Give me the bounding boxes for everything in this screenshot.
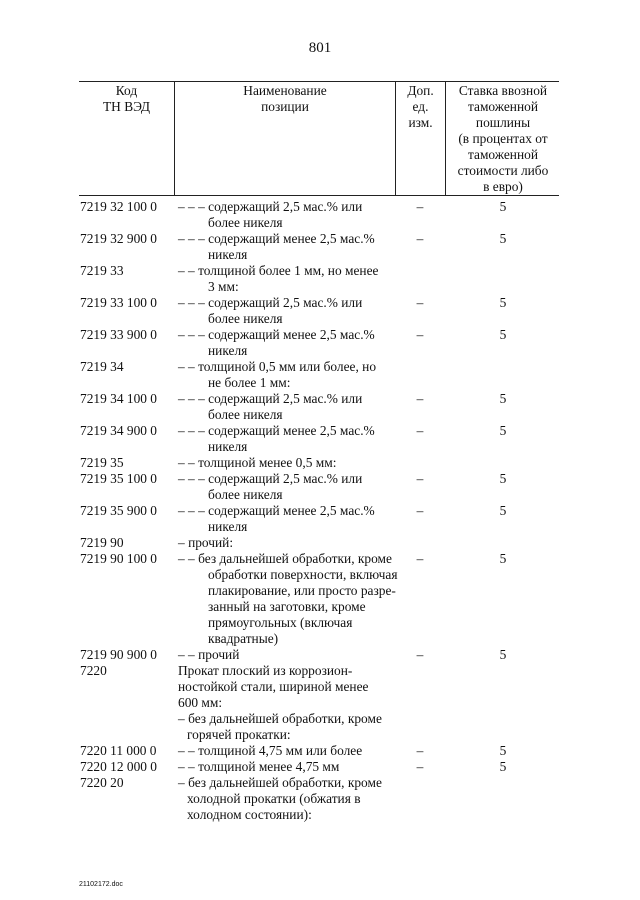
tariff-table-body	[0, 199, 640, 823]
position-name	[178, 327, 396, 359]
table-row	[0, 759, 640, 775]
dash-level-marker: – –	[178, 455, 195, 470]
table-row	[0, 263, 640, 295]
position-name	[178, 775, 396, 823]
position-name	[178, 551, 396, 647]
position-name-text: толщиной менее 0,5 мм:	[198, 455, 337, 470]
hs-code: 7219 34 100 0	[80, 391, 157, 406]
hs-code: 7219 33	[80, 263, 124, 278]
hs-code: 7219 32 100 0	[80, 199, 157, 214]
position-name-line: более никеля	[208, 487, 283, 502]
table-row	[0, 231, 640, 263]
hs-code: 7219 90 900 0	[80, 647, 157, 662]
hs-code: 7220 12 000 0	[80, 759, 157, 774]
header-code	[79, 83, 174, 115]
position-name-line	[178, 663, 396, 679]
header-rate-line: таможенной	[467, 147, 538, 162]
position-name-line: холодной прокатки (обжатия в	[187, 791, 361, 806]
dash-level-marker: – –	[178, 359, 195, 374]
duty-rate: 5	[499, 743, 507, 758]
dash-level-marker: – –	[178, 743, 195, 758]
position-name-text: Прокат плоский из коррозион-	[178, 663, 353, 678]
hs-code: 7219 33 100 0	[80, 295, 157, 310]
position-name-line: квадратные)	[208, 631, 279, 646]
dash-level-marker: – –	[178, 759, 195, 774]
hs-code: 7219 32 900 0	[80, 231, 157, 246]
table-row	[0, 503, 640, 535]
position-name	[178, 391, 396, 423]
position-name-line: обработки поверхности, включая	[208, 567, 398, 582]
position-name-line: 3 мм:	[208, 279, 239, 294]
page-number: 801	[308, 40, 332, 56]
position-name-line	[178, 391, 396, 407]
position-name-line: никеля	[208, 519, 248, 534]
header-rate-line: Ставка ввозной	[458, 83, 548, 98]
additional-unit: –	[416, 647, 424, 662]
dash-level-marker: – – –	[178, 199, 205, 214]
duty-rate: 5	[499, 231, 507, 246]
dash-level-marker: –	[178, 535, 185, 550]
header-separator-rule	[79, 195, 559, 196]
position-name-line: никеля	[208, 343, 248, 358]
dash-level-marker: – –	[178, 263, 195, 278]
table-row	[0, 535, 640, 551]
hs-code: 7219 90 100 0	[80, 551, 157, 566]
dash-level-marker: –	[178, 775, 185, 790]
hs-code: 7220	[80, 663, 107, 678]
duty-rate: 5	[499, 471, 507, 486]
position-name-text: содержащий 2,5 мас.% или	[208, 199, 363, 214]
position-name-line: холодном состоянии):	[187, 807, 312, 822]
hs-code: 7219 35 900 0	[80, 503, 157, 518]
hs-code: 7219 35	[80, 455, 124, 470]
position-name-line	[178, 775, 396, 791]
position-name	[178, 359, 396, 391]
position-name	[178, 647, 396, 663]
hs-code: 7219 90	[80, 535, 124, 550]
position-name-text: прочий	[198, 647, 240, 662]
position-name-text: толщиной менее 4,75 мм	[198, 759, 340, 774]
additional-unit: –	[416, 295, 424, 310]
dash-level-marker: –	[178, 711, 185, 726]
header-rate-line: пошлины	[475, 115, 531, 130]
position-name-line	[178, 295, 396, 311]
position-name-text: содержащий менее 2,5 мас.%	[208, 503, 375, 518]
hs-code: 7220 20	[80, 775, 124, 790]
position-name-line	[178, 647, 396, 663]
position-name-line	[178, 359, 396, 375]
dash-level-marker: – – –	[178, 327, 205, 342]
table-row	[0, 663, 640, 711]
table-row	[0, 551, 640, 647]
position-name-line	[178, 327, 396, 343]
dash-level-marker: – – –	[178, 231, 205, 246]
table-row	[0, 775, 640, 823]
duty-rate: 5	[499, 647, 507, 662]
duty-rate: 5	[499, 503, 507, 518]
position-name-line: занный на заготовки, кроме	[208, 599, 366, 614]
position-name-text: содержащий менее 2,5 мас.%	[208, 423, 375, 438]
table-row	[0, 327, 640, 359]
position-name	[178, 455, 396, 471]
header-rate	[446, 83, 560, 195]
additional-unit: –	[416, 231, 424, 246]
position-name-line: более никеля	[208, 311, 283, 326]
position-name	[178, 535, 396, 551]
header-rate-line: в евро)	[483, 179, 523, 194]
hs-code: 7219 33 900 0	[80, 327, 157, 342]
position-name-line: не более 1 мм:	[208, 375, 291, 390]
table-row	[0, 471, 640, 503]
additional-unit: –	[416, 503, 424, 518]
position-name-line: ностойкой стали, шириной менее	[178, 679, 369, 694]
duty-rate: 5	[499, 423, 507, 438]
header-name-line: позиции	[261, 99, 309, 114]
position-name-line	[178, 231, 396, 247]
position-name-text: содержащий 2,5 мас.% или	[208, 471, 363, 486]
position-name-line	[178, 743, 396, 759]
position-name	[178, 503, 396, 535]
position-name-text: прочий:	[188, 535, 234, 550]
position-name	[178, 743, 396, 759]
position-name	[178, 199, 396, 231]
position-name-text: без дальнейшей обработки, кроме	[198, 551, 392, 566]
table-top-rule	[79, 81, 559, 82]
dash-level-marker: – –	[178, 647, 195, 662]
duty-rate: 5	[499, 295, 507, 310]
position-name-line: более никеля	[208, 407, 283, 422]
additional-unit: –	[416, 743, 424, 758]
position-name-line	[178, 551, 396, 567]
header-code-line: ТН ВЭД	[103, 99, 150, 114]
dash-level-marker: – – –	[178, 423, 205, 438]
header-unit-line: изм.	[408, 115, 433, 130]
position-name-line	[178, 759, 396, 775]
table-row	[0, 647, 640, 663]
additional-unit: –	[416, 551, 424, 566]
position-name	[178, 231, 396, 263]
additional-unit: –	[416, 199, 424, 214]
document-filename: 21102172.doc	[79, 881, 123, 888]
position-name-text: содержащий менее 2,5 мас.%	[208, 231, 375, 246]
table-row	[0, 423, 640, 455]
additional-unit: –	[416, 471, 424, 486]
table-row	[0, 359, 640, 391]
position-name-text: содержащий 2,5 мас.% или	[208, 295, 363, 310]
header-rate-line: (в процентах от	[458, 131, 548, 146]
position-name	[178, 711, 396, 743]
header-rate-line: таможенной	[467, 99, 538, 114]
table-row	[0, 391, 640, 423]
duty-rate: 5	[499, 327, 507, 342]
dash-level-marker: – – –	[178, 391, 205, 406]
table-row	[0, 743, 640, 759]
position-name-text: толщиной 0,5 мм или более, но	[198, 359, 377, 374]
position-name-line: плакирование, или просто разре-	[208, 583, 396, 598]
header-unit-line: Доп.	[407, 83, 434, 98]
hs-code: 7220 11 000 0	[80, 743, 157, 758]
duty-rate: 5	[499, 759, 507, 774]
position-name	[178, 295, 396, 327]
header-code-line: Код	[115, 83, 138, 98]
position-name-line	[178, 711, 396, 727]
header-rate-line: стоимости либо	[457, 163, 549, 178]
additional-unit: –	[416, 327, 424, 342]
dash-level-marker: – –	[178, 551, 195, 566]
header-unit-line: ед.	[412, 99, 429, 114]
position-name-text: без дальнейшей обработки, кроме	[188, 711, 382, 726]
position-name-line	[178, 455, 396, 471]
position-name-line	[178, 423, 396, 439]
hs-code: 7219 34 900 0	[80, 423, 157, 438]
position-name-text: толщиной 4,75 мм или более	[198, 743, 363, 758]
position-name-line	[178, 471, 396, 487]
additional-unit: –	[416, 391, 424, 406]
position-name	[178, 759, 396, 775]
header-name	[175, 83, 395, 115]
position-name	[178, 263, 396, 295]
duty-rate: 5	[499, 199, 507, 214]
position-name-line	[178, 199, 396, 215]
dash-level-marker: – – –	[178, 503, 205, 518]
position-name	[178, 663, 396, 711]
hs-code: 7219 34	[80, 359, 124, 374]
position-name-line: 600 мм:	[178, 695, 223, 710]
position-name-line: горячей прокатки:	[187, 727, 291, 742]
position-name-line: никеля	[208, 439, 248, 454]
dash-level-marker: – – –	[178, 471, 205, 486]
additional-unit: –	[416, 423, 424, 438]
header-unit	[396, 83, 445, 131]
position-name-line: прямоугольных (включая	[208, 615, 353, 630]
position-name-text: содержащий 2,5 мас.% или	[208, 391, 363, 406]
position-name-line	[178, 503, 396, 519]
dash-level-marker: – – –	[178, 295, 205, 310]
position-name-line	[178, 535, 396, 551]
position-name-text: без дальнейшей обработки, кроме	[188, 775, 382, 790]
position-name	[178, 471, 396, 503]
position-name-line: более никеля	[208, 215, 283, 230]
table-row	[0, 711, 640, 743]
position-name-text: толщиной более 1 мм, но менее	[198, 263, 379, 278]
position-name-line	[178, 263, 396, 279]
table-row	[0, 295, 640, 327]
table-row	[0, 199, 640, 231]
header-name-line: Наименование	[243, 83, 327, 98]
position-name-text: содержащий менее 2,5 мас.%	[208, 327, 375, 342]
duty-rate: 5	[499, 551, 507, 566]
position-name	[178, 423, 396, 455]
position-name-line: никеля	[208, 247, 248, 262]
additional-unit: –	[416, 759, 424, 774]
hs-code: 7219 35 100 0	[80, 471, 157, 486]
table-row	[0, 455, 640, 471]
duty-rate: 5	[499, 391, 507, 406]
